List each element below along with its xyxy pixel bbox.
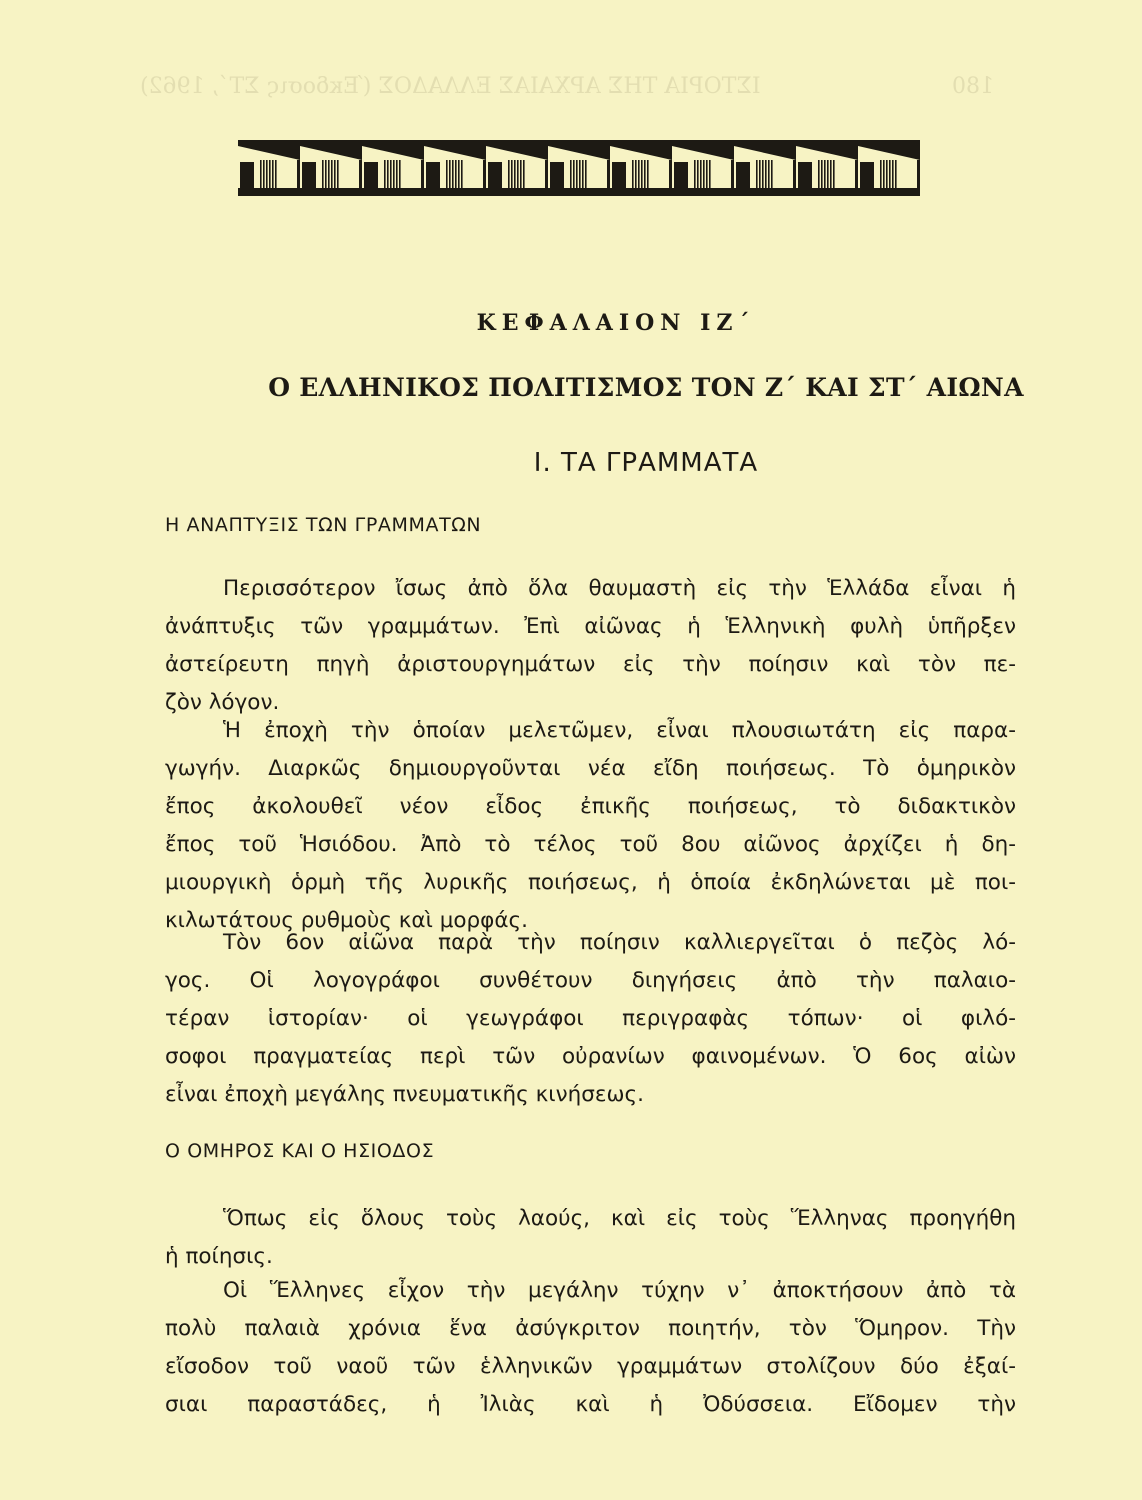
ornament-hatch (461, 160, 463, 188)
ornament-hatch (263, 160, 265, 188)
ornament-hatch (399, 160, 401, 188)
bleed-through-page-number: 180 (952, 74, 994, 99)
section-title: Ι. ΤΑ ΓΡΑΜΜΑΤΑ (533, 448, 759, 478)
ornament-hatch (387, 160, 389, 188)
ornament-hatch (266, 160, 268, 188)
paragraph (165, 712, 1016, 940)
ornament-divider (421, 160, 424, 188)
ornament-hatch (889, 160, 891, 188)
ornament-hatch (771, 160, 773, 188)
ornament-divider (917, 160, 920, 188)
ornament-hatch (880, 160, 882, 188)
subsection-title: Ο ΟΜΗΡΟΣ ΚΑΙ Ο ΗΣΙΟΔΟΣ (165, 1140, 435, 1162)
paragraph (165, 924, 1016, 1114)
header-ornament (238, 140, 920, 196)
ornament-divider (297, 160, 300, 188)
ornament-hatch (508, 160, 510, 188)
ornament-block (488, 162, 502, 188)
text-line: ἀνάπτυξις τῶν γραμμάτων. Ἐπὶ αἰῶνας ἡ Ἑλληνικὴ φυλὴ ὑπῆρξεν (165, 614, 1016, 639)
text-line: Περισσότερον ἴσως ἀπὸ ὅλα θαυμαστὴ εἰς τὴν Ἑλλάδα εἶναι ἡ (223, 576, 1016, 601)
ornament-block (798, 162, 812, 188)
paragraph (165, 570, 1016, 722)
ornament-hatch (452, 160, 454, 188)
ornament-block (364, 162, 378, 188)
ornament-hatch (570, 160, 572, 188)
ornament-hatch (756, 160, 758, 188)
ornament-hatch (576, 160, 578, 188)
ornament-hatch (762, 160, 764, 188)
ornament-hatch (446, 160, 448, 188)
ornament-hatch (331, 160, 333, 188)
text-line: ἡ ποίησις. (165, 1244, 273, 1269)
bleed-through-header: ΙΣΤΟΡΙΑ ΤΗΣ ΑΡΧΑΙΑΣ ΕΛΛΑΔΟΣ (Έκδοσις ΣΤ΄, 1962) (140, 74, 761, 99)
ornament-hatch (765, 160, 767, 188)
text-line: γος. Οἱ λογογράφοι συνθέτουν διηγήσεις ἀπὸ τὴν παλαιο- (165, 968, 1016, 993)
ornament-wedge (796, 146, 858, 160)
ornament-hatch (883, 160, 885, 188)
ornament-hatch (697, 160, 699, 188)
ornament-divider (793, 160, 796, 188)
text-line: ἀστείρευτη πηγὴ ἀριστουργημάτων εἰς τὴν ποίησιν καὶ τὸν πε- (165, 652, 1016, 677)
ornament-hatch (632, 160, 634, 188)
text-line: Οἱ Ἕλληνες εἶχον τὴν μεγάλην τύχην ν᾽ ἀποκτήσουν ἀπὸ τὰ (223, 1278, 1016, 1303)
text-line: ζὸν λόγον. (165, 690, 280, 715)
paragraph (165, 1272, 1016, 1424)
ornament-hatch (514, 160, 516, 188)
ornament-hatch (644, 160, 646, 188)
ornament-hatch (384, 160, 386, 188)
ornament-block (426, 162, 440, 188)
ornament-block (302, 162, 316, 188)
subsection-title: Η ΑΝΑΠΤΥΞΙΣ ΤΩΝ ΓΡΑΜΜΑΤΩΝ (165, 514, 482, 536)
ornament-hatch (455, 160, 457, 188)
ornament-hatch (396, 160, 398, 188)
text-line: Ὅπως εἰς ὅλους τοὺς λαούς, καὶ εἰς τοὺς Ἕλληνας προηγήθη (223, 1206, 1016, 1231)
ornament-wedge (486, 146, 548, 160)
ornament-divider (669, 160, 672, 188)
ornament-hatch (269, 160, 271, 188)
ornament-hatch (325, 160, 327, 188)
ornament-divider (545, 160, 548, 188)
ornament-divider (483, 160, 486, 188)
text-line: Ἡ ἐποχὴ τὴν ὁποίαν μελετῶμεν, εἶναι πλουσιωτάτη εἰς παρα- (223, 718, 1016, 743)
ornament-block (674, 162, 688, 188)
ornament-hatch (892, 160, 894, 188)
ornament-block (240, 162, 254, 188)
ornament-wedge (672, 146, 734, 160)
text-line: ἔπος τοῦ Ἡσιόδου. Ἀπὸ τὸ τέλος τοῦ 8ου αἰῶνος ἀρχίζει ἡ δη- (165, 832, 1016, 857)
text-line: μιουργικὴ ὁρμὴ τῆς λυρικῆς ποιήσεως, ἡ ὁποία ἐκδηλώνεται μὲ ποι- (165, 870, 1016, 895)
ornament-hatch (275, 160, 277, 188)
ornament-wedge (734, 146, 796, 160)
ornament-hatch (573, 160, 575, 188)
ornament-wedge (300, 146, 362, 160)
ornament-hatch (641, 160, 643, 188)
ornament-hatch (830, 160, 832, 188)
ornament-hatch (390, 160, 392, 188)
ornament-wedge (238, 146, 300, 160)
chapter-title: Ο ΕΛΛΗΝΙΚΟΣ ΠΟΛΙΤΙΣΜΟΣ ΤΟΝ Ζ΄ ΚΑΙ ΣΤ΄ ΑΙΩΝΑ (268, 373, 1024, 402)
ornament-hatch (260, 160, 262, 188)
ornament-hatch (833, 160, 835, 188)
text-line: εἴσοδον τοῦ ναοῦ τῶν ἑλληνικῶν γραμμάτων στολίζουν δύο ἐξαί- (165, 1354, 1016, 1379)
ornament-hatch (328, 160, 330, 188)
ornament-hatch (700, 160, 702, 188)
ornament-hatch (393, 160, 395, 188)
ornament-hatch (585, 160, 587, 188)
ornament-divider (607, 160, 610, 188)
ornament-wedge (362, 146, 424, 160)
ornament-hatch (824, 160, 826, 188)
ornament-hatch (827, 160, 829, 188)
ornament-block (860, 162, 874, 188)
ornament-divider (359, 160, 362, 188)
ornament-hatch (337, 160, 339, 188)
text-line: ἔπος ἀκολουθεῖ νέον εἶδος ἐπικῆς ποιήσεως, τὸ διδακτικὸν (165, 794, 1016, 819)
ornament-divider (731, 160, 734, 188)
ornament-hatch (582, 160, 584, 188)
ornament-hatch (895, 160, 897, 188)
ornament-hatch (272, 160, 274, 188)
ornament-hatch (886, 160, 888, 188)
ornament-hatch (517, 160, 519, 188)
ornament-block (612, 162, 626, 188)
text-line: Τὸν 6ον αἰῶνα παρὰ τὴν ποίησιν καλλιεργεῖται ὁ πεζὸς λό- (223, 930, 1016, 955)
ornament-hatch (647, 160, 649, 188)
ornament-wedge (610, 146, 672, 160)
ornament-hatch (818, 160, 820, 188)
ornament-pattern (238, 146, 920, 188)
ornament-wedge (548, 146, 610, 160)
text-line: γωγήν. Διαρκῶς δημιουργοῦνται νέα εἴδη ποιήσεως. Τὸ ὁμηρικὸν (165, 756, 1016, 781)
ornament-hatch (523, 160, 525, 188)
text-line: εἶναι ἐποχὴ μεγάλης πνευματικῆς κινήσεως. (165, 1082, 644, 1107)
ornament-hatch (635, 160, 637, 188)
ornament-hatch (706, 160, 708, 188)
ornament-hatch (709, 160, 711, 188)
text-line: τέραν ἱστορίαν· οἱ γεωγράφοι περιγραφὰς τόπων· οἱ φιλό- (165, 1006, 1016, 1031)
ornament-hatch (703, 160, 705, 188)
ornament-hatch (511, 160, 513, 188)
ornament-hatch (458, 160, 460, 188)
ornament-divider (855, 160, 858, 188)
text-line: πολὺ παλαιὰ χρόνια ἕνα ἀσύγκριτον ποιητήν, τὸν Ὅμηρον. Τὴν (165, 1316, 1016, 1341)
ornament-block (550, 162, 564, 188)
ornament-hatch (579, 160, 581, 188)
text-line: κιλωτάτους ρυθμοὺς καὶ μορφάς. (165, 908, 528, 933)
ornament-wedge (858, 146, 920, 160)
ornament-block (736, 162, 750, 188)
text-line: σιαι παραστάδες, ἡ Ἰλιὰς καὶ ἡ Ὀδύσσεια. Εἴδομεν τὴν (165, 1392, 1016, 1417)
text-line: σοφοι πραγματείας περὶ τῶν οὐρανίων φαινομένων. Ὁ 6ος αἰὼν (165, 1044, 1016, 1069)
ornament-hatch (759, 160, 761, 188)
ornament-hatch (821, 160, 823, 188)
ornament-hatch (322, 160, 324, 188)
ornament-hatch (768, 160, 770, 188)
ornament-hatch (334, 160, 336, 188)
ornament-hatch (694, 160, 696, 188)
ornament-hatch (638, 160, 640, 188)
paragraph (165, 1200, 1016, 1276)
chapter-label: ΚΕΦΑΛΑΙΟΝ ΙΖ΄ (476, 310, 756, 336)
ornament-hatch (449, 160, 451, 188)
ornament-hatch (520, 160, 522, 188)
ornament-wedge (424, 146, 486, 160)
